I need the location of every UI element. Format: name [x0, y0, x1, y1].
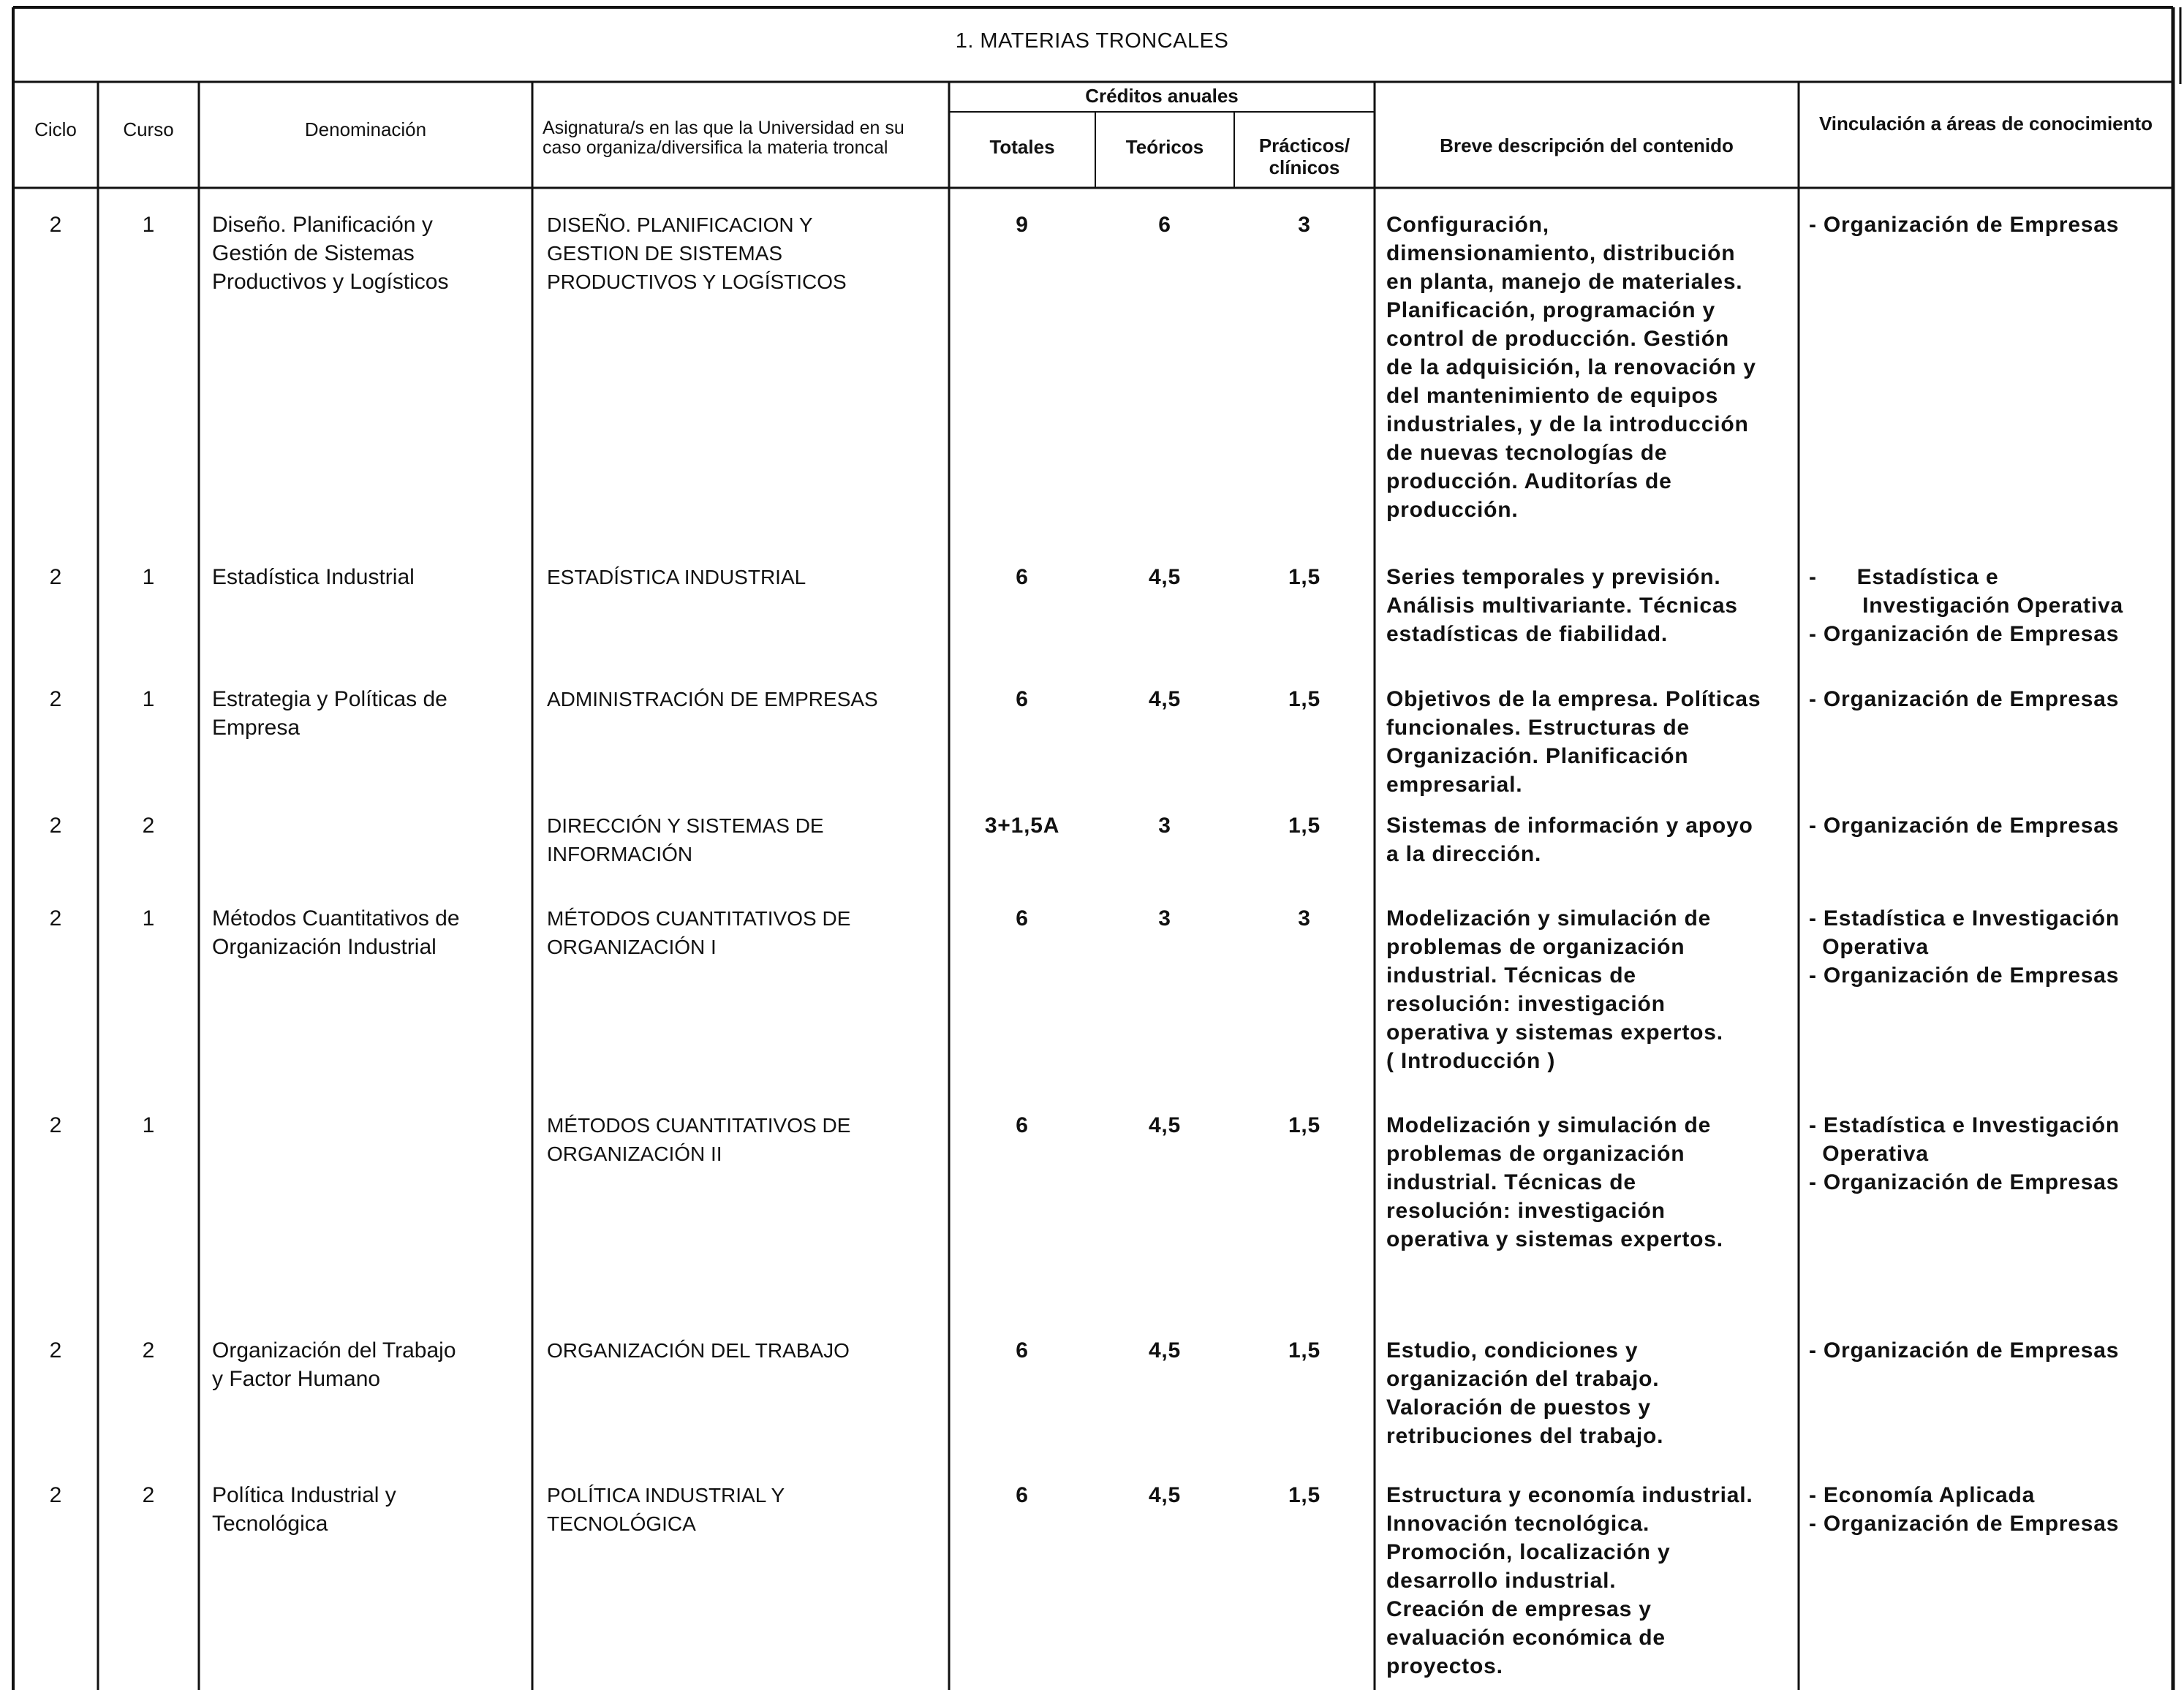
row-8-practicos: 1,5: [1288, 1483, 1321, 1507]
area-item: - Organización de Empresas: [1809, 1338, 2120, 1363]
header-denominacion: Denominación: [304, 118, 427, 140]
row-1-curso: 1: [142, 213, 155, 237]
row-7-descripcion: Estudio, condiciones y organización del trabajo. Valoración de puestos y retribuciones del trabajo.: [1386, 1338, 1664, 1448]
row-5-teoricos: 3: [1158, 906, 1171, 931]
row-3-practicos: 1,5: [1288, 687, 1321, 711]
row-4-practicos: 1,5: [1288, 814, 1321, 838]
row-8-teoricos: 4,5: [1148, 1483, 1182, 1507]
row-4-descripcion: Sistemas de información y apoyo a la dirección.: [1386, 814, 1753, 866]
row-5-asignatura: MÉTODOS CUANTITATIVOS DE ORGANIZACIÓN I: [547, 907, 851, 958]
row-1-areas: [1809, 211, 2172, 239]
area-item: Operativa: [1809, 1142, 1929, 1166]
header-teoricos: Teóricos: [1125, 136, 1204, 158]
row-7-asignatura: ORGANIZACIÓN DEL TRABAJO: [547, 1339, 850, 1362]
row-5-curso: 1: [142, 906, 155, 931]
row-7-teoricos: 4,5: [1148, 1338, 1182, 1363]
row-6-curso: 1: [142, 1113, 155, 1137]
row-3-asignatura: ADMINISTRACIÓN DE EMPRESAS: [547, 688, 878, 711]
row-8-asignatura: POLÍTICA INDUSTRIAL Y TECNOLÓGICA: [547, 1484, 785, 1535]
row-5-descripcion: Modelización y simulación de problemas de organización industrial. Técnicas de resolución: investigación operativa y sistemas expertos. ( Introducción ): [1386, 906, 1723, 1073]
row-6-totales: 6: [1016, 1113, 1029, 1137]
row-8-ciclo: 2: [49, 1483, 62, 1507]
area-item: - Organización de Empresas: [1809, 622, 2120, 646]
row-4-teoricos: 3: [1158, 814, 1171, 838]
row-7-practicos: 1,5: [1288, 1338, 1321, 1363]
row-1-totales: 9: [1016, 213, 1029, 237]
header-vinculacion: Vinculación a áreas de conocimiento: [1818, 113, 2153, 134]
row-2-denominacion: Estadística Industrial: [212, 565, 415, 589]
row-8-areas: [1809, 1481, 2172, 1538]
row-5-practicos: 3: [1298, 906, 1311, 931]
row-3-curso: 1: [142, 687, 155, 711]
area-item: - Organización de Empresas: [1809, 814, 2120, 838]
row-5-totales: 6: [1016, 906, 1029, 931]
row-7-denominacion: Organización del Trabajo y Factor Humano: [212, 1338, 456, 1391]
row-6-areas: [1809, 1111, 2172, 1197]
area-item: - Organización de Empresas: [1809, 1170, 2120, 1194]
area-item: - Estadística e: [1809, 565, 1999, 589]
row-4-curso: 2: [142, 814, 155, 838]
row-2-totales: 6: [1016, 565, 1029, 589]
row-4-asignatura: DIRECCIÓN Y SISTEMAS DE INFORMACIÓN: [547, 814, 824, 865]
area-item: - Economía Aplicada: [1809, 1483, 2036, 1507]
area-item: - Organización de Empresas: [1809, 963, 2120, 988]
area-item: - Estadística e Investigación: [1809, 906, 2120, 931]
area-item: - Organización de Empresas: [1809, 687, 2120, 711]
area-item: - Organización de Empresas: [1809, 1512, 2120, 1536]
area-item: Investigación Operativa: [1809, 594, 2123, 618]
row-2-practicos: 1,5: [1288, 565, 1321, 589]
row-7-areas: [1809, 1336, 2172, 1365]
header-descripcion: Breve descripción del contenido: [1440, 134, 1734, 156]
row-6-descripcion: Modelización y simulación de problemas de organización industrial. Técnicas de resolución: investigación operativa y sistemas expertos.: [1386, 1113, 1723, 1251]
header-asignatura: Asignatura/s en las que la Universidad en su caso organiza/diversifica la materia troncal: [543, 118, 904, 158]
row-1-ciclo: 2: [49, 213, 62, 237]
row-2-asignatura: ESTADÍSTICA INDUSTRIAL: [547, 566, 806, 588]
header-curso: Curso: [123, 118, 174, 140]
area-item: - Organización de Empresas: [1809, 213, 2120, 237]
row-6-practicos: 1,5: [1288, 1113, 1321, 1137]
header-ciclo: Ciclo: [34, 118, 77, 140]
row-2-areas: [1809, 563, 2172, 648]
row-5-ciclo: 2: [49, 906, 62, 931]
row-5-areas: [1809, 904, 2172, 990]
row-8-curso: 2: [142, 1483, 155, 1507]
row-3-areas: [1809, 685, 2172, 713]
header-totales: Totales: [989, 136, 1055, 158]
row-6-ciclo: 2: [49, 1113, 62, 1137]
row-7-ciclo: 2: [49, 1338, 62, 1363]
row-7-totales: 6: [1016, 1338, 1029, 1363]
row-8-descripcion: Estructura y economía industrial. Innovación tecnológica. Promoción, localización y desarrollo industrial. Creación de empresas y evaluación económica de proyectos.: [1386, 1483, 1753, 1678]
row-1-practicos: 3: [1298, 213, 1311, 237]
row-4-ciclo: 2: [49, 814, 62, 838]
row-2-curso: 1: [142, 565, 155, 589]
row-4-totales: 3+1,5A: [984, 814, 1060, 838]
row-3-denominacion: Estrategia y Políticas de Empresa: [212, 687, 447, 740]
header-practicos: Prácticos/ clínicos: [1258, 134, 1350, 178]
row-2-teoricos: 4,5: [1148, 565, 1182, 589]
row-8-denominacion: Política Industrial y Tecnológica: [212, 1483, 396, 1536]
row-1-descripcion: Configuración, dimensionamiento, distribución en planta, manejo de materiales. Planificación, programación y control de producción. Gestión de la adquisición, la renovación y del mantenimiento de equipos industriales, y de la introducción de nuevas tecnologías de producción. Auditorías de producción.: [1386, 213, 1756, 522]
row-3-totales: 6: [1016, 687, 1029, 711]
row-1-denominacion: Diseño. Planificación y Gestión de Sistemas Productivos y Logísticos: [212, 213, 449, 294]
row-4-areas: [1809, 811, 2172, 840]
area-item: - Estadística e Investigación: [1809, 1113, 2120, 1137]
row-7-curso: 2: [142, 1338, 155, 1363]
row-8-totales: 6: [1016, 1483, 1029, 1507]
header-creditos: Créditos anuales: [1085, 85, 1239, 107]
row-3-teoricos: 4,5: [1148, 687, 1182, 711]
table-title: 1. MATERIAS TRONCALES: [955, 29, 1229, 53]
row-2-ciclo: 2: [49, 565, 62, 589]
row-2-descripcion: Series temporales y previsión. Análisis multivariante. Técnicas estadísticas de fiabilidad.: [1386, 565, 1738, 646]
area-item: Operativa: [1809, 935, 1929, 959]
row-3-ciclo: 2: [49, 687, 62, 711]
row-6-asignatura: MÉTODOS CUANTITATIVOS DE ORGANIZACIÓN II: [547, 1114, 851, 1165]
row-1-asignatura: DISEÑO. PLANIFICACION Y GESTION DE SISTEMAS PRODUCTIVOS Y LOGÍSTICOS: [547, 213, 847, 293]
row-5-denominacion: Métodos Cuantitativos de Organización Industrial: [212, 906, 460, 959]
row-1-teoricos: 6: [1158, 213, 1171, 237]
row-6-teoricos: 4,5: [1148, 1113, 1182, 1137]
row-3-descripcion: Objetivos de la empresa. Políticas funcionales. Estructuras de Organización. Planificación empresarial.: [1386, 687, 1761, 797]
